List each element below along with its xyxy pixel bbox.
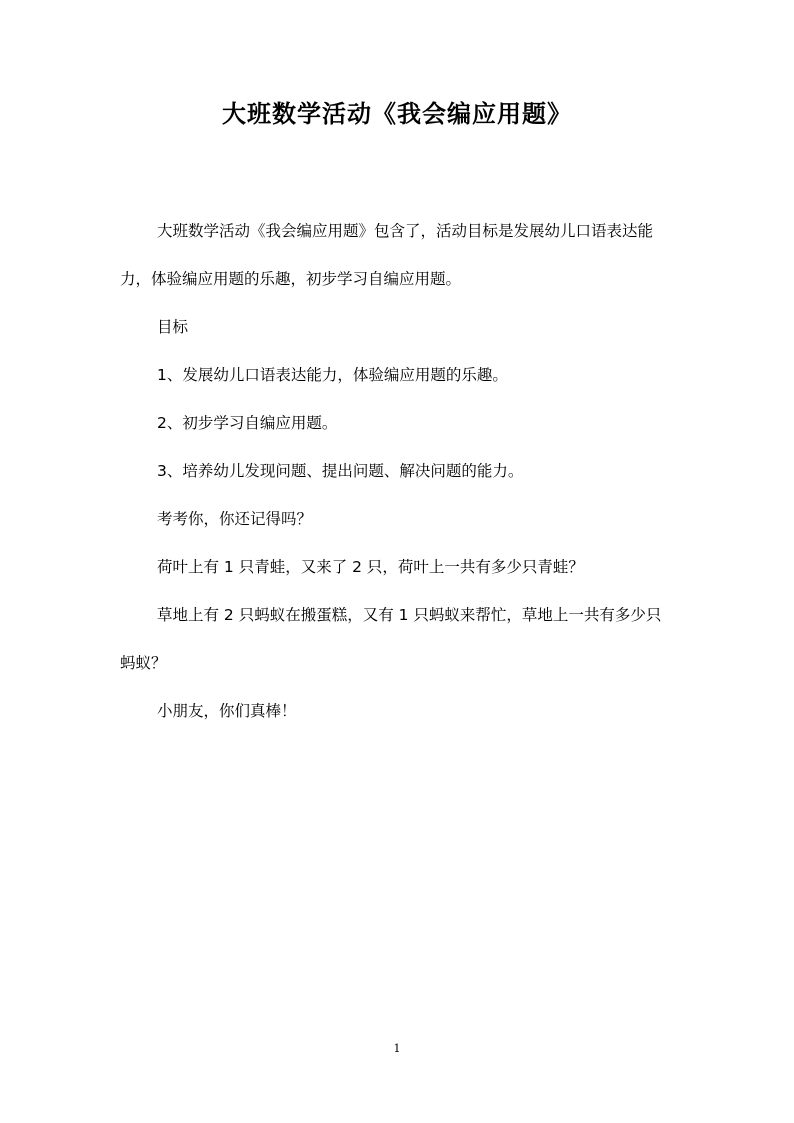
question-frogs: 荷叶上有 1 只青蛙，又来了 2 只，荷叶上一共有多少只青蛙？ — [157, 558, 584, 576]
document-title: 大班数学活动《我会编应用题》 — [222, 99, 572, 128]
quiz-prompt: 考考你，你还记得吗？ — [157, 510, 313, 528]
page-number: 1 — [393, 1042, 401, 1055]
intro-paragraph: 大班数学活动《我会编应用题》包含了，活动目标是发展幼儿口语表达能力，体验编应用题的乐趣，初步学习自编应用题。 — [120, 222, 654, 288]
document-body — [120, 207, 676, 735]
closing-praise: 小朋友，你们真棒！ — [157, 702, 297, 720]
objective-item-2: 2、初步学习自编应用题。 — [157, 414, 338, 432]
objective-item-3: 3、培养幼儿发现问题、提出问题、解决问题的能力。 — [157, 462, 524, 480]
objective-item-1: 1、发展幼儿口语表达能力，体验编应用题的乐趣。 — [157, 366, 508, 384]
question-ants: 草地上有 2 只蚂蚁在搬蛋糕，又有 1 只蚂蚁来帮忙，草地上一共有多少只蚂蚁？ — [120, 606, 662, 672]
objectives-heading: 目标 — [157, 318, 189, 336]
